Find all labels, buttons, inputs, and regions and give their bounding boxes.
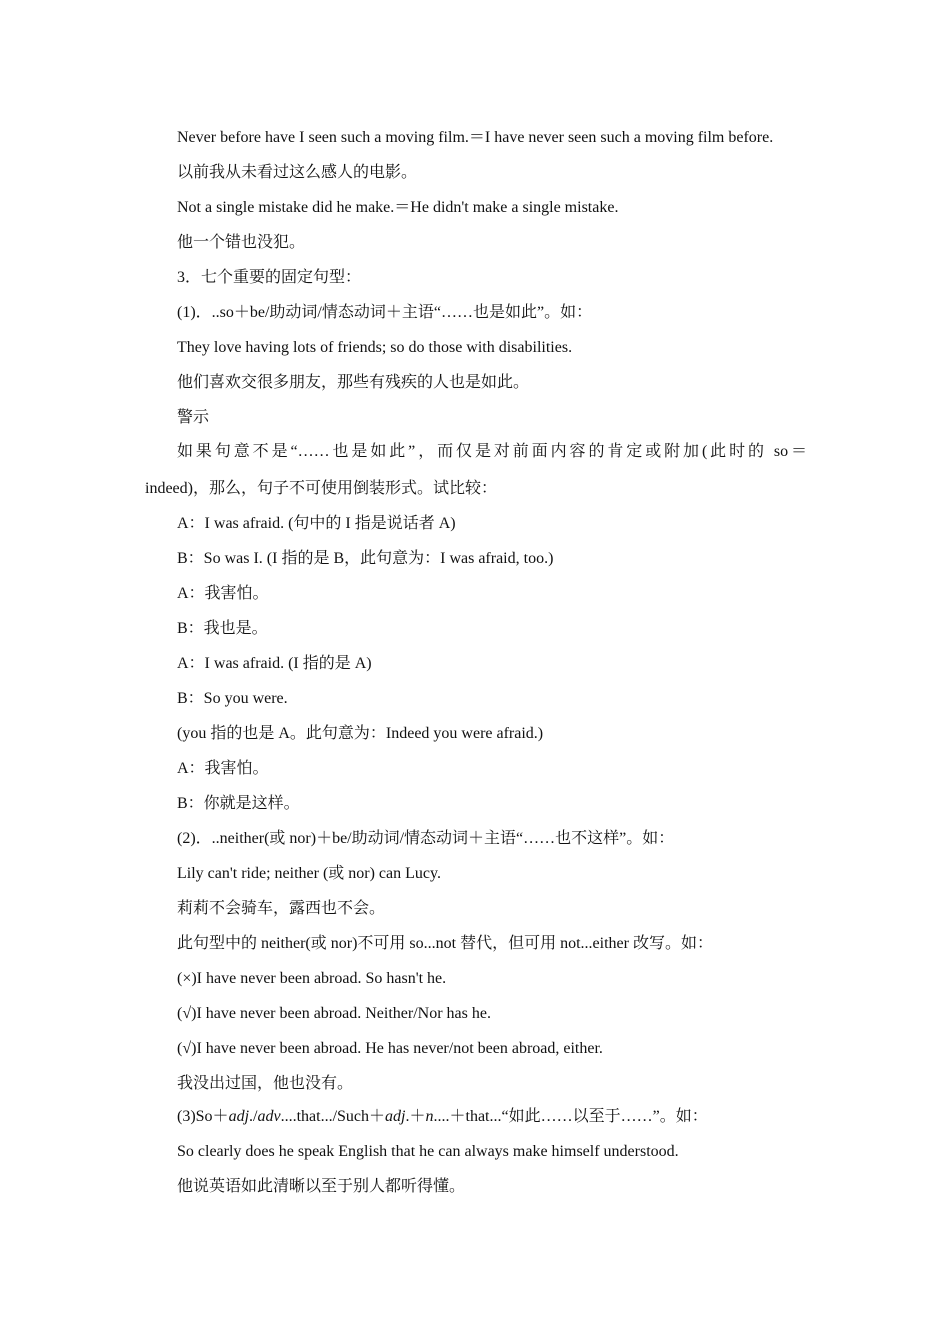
text-line: (√)I have never been abroad. Neither/Nor has he. — [177, 1005, 491, 1022]
text-line: B：So was I. (I 指的是 B，此句意为：I was afraid, too.) — [177, 550, 554, 567]
text-line: 他们喜欢交很多朋友，那些有残疾的人也是如此。 — [177, 374, 530, 391]
pattern-heading: (2)．..neither(或 nor)＋be/助动词/情态动词＋主语“……也不这样”。如： — [177, 830, 675, 847]
text-line: 如果句意不是“……也是如此”，而仅是对前面内容的肯定或附加(此时的 so＝ — [177, 443, 807, 460]
text-line: (you 指的也是 A。此句意为：Indeed you were afraid.) — [177, 725, 544, 742]
text-line: 此句型中的 neither(或 nor)不可用 so...not 替代，但可用 not...either 改写。如： — [177, 935, 713, 952]
text-line: 他说英语如此清晰以至于别人都听得懂。 — [177, 1178, 466, 1195]
pattern-italic: n — [425, 1108, 434, 1125]
text-line: They love having lots of friends; so do those with disabilities. — [177, 339, 573, 356]
text-line: Not a single mistake did he make.＝He didn't make a single mistake. — [177, 199, 619, 216]
pattern-text: ....＋that...“如此……以至于……”。如： — [433, 1108, 708, 1125]
pattern-text: ....that.../Such＋ — [280, 1108, 386, 1125]
text-line: (×)I have never been abroad. So hasn't he. — [177, 970, 447, 987]
text-line: indeed)，那么，句子不可使用倒装形式。试比较： — [145, 480, 497, 497]
text-line: A：我害怕。 — [177, 760, 269, 777]
text-line: B：我也是。 — [177, 620, 268, 637]
text-line: Lily can't ride; neither (或 nor) can Lucy. — [177, 865, 441, 882]
text-line: 他一个错也没犯。 — [177, 234, 306, 251]
text-line: A：I was afraid. (I 指的是 A) — [177, 655, 372, 672]
text-line: B：So you were. — [177, 690, 288, 707]
warning-label: 警示 — [177, 409, 210, 426]
pattern-text: (3)So＋ — [177, 1108, 229, 1125]
text-line: 以前我从未看过这么感人的电影。 — [177, 164, 418, 181]
text-line: A：我害怕。 — [177, 585, 269, 602]
pattern-text: ./ — [249, 1108, 258, 1125]
pattern-heading: (1)．..so＋be/助动词/情态动词＋主语“……也是如此”。如： — [177, 304, 593, 321]
pattern-italic: adj — [385, 1108, 406, 1125]
pattern-text: .＋ — [405, 1108, 426, 1125]
text-line: Never before have I seen such a moving film.＝I have never seen such a moving film before. — [177, 129, 774, 146]
text-line: So clearly does he speak English that he can always make himself understood. — [177, 1143, 679, 1160]
pattern-italic: adj — [228, 1108, 250, 1125]
text-line: 莉莉不会骑车，露西也不会。 — [177, 900, 386, 917]
text-line: (√)I have never been abroad. He has never/not been abroad, either. — [177, 1040, 603, 1057]
text-line: 我没出过国，他也没有。 — [177, 1075, 354, 1092]
pattern-italic: adv — [257, 1108, 281, 1125]
text-line: B：你就是这样。 — [177, 795, 300, 812]
section-heading: 3．七个重要的固定句型： — [177, 269, 362, 286]
text-line: A：I was afraid. (句中的 I 指是说话者 A) — [177, 515, 456, 532]
pattern-heading — [177, 1107, 708, 1127]
